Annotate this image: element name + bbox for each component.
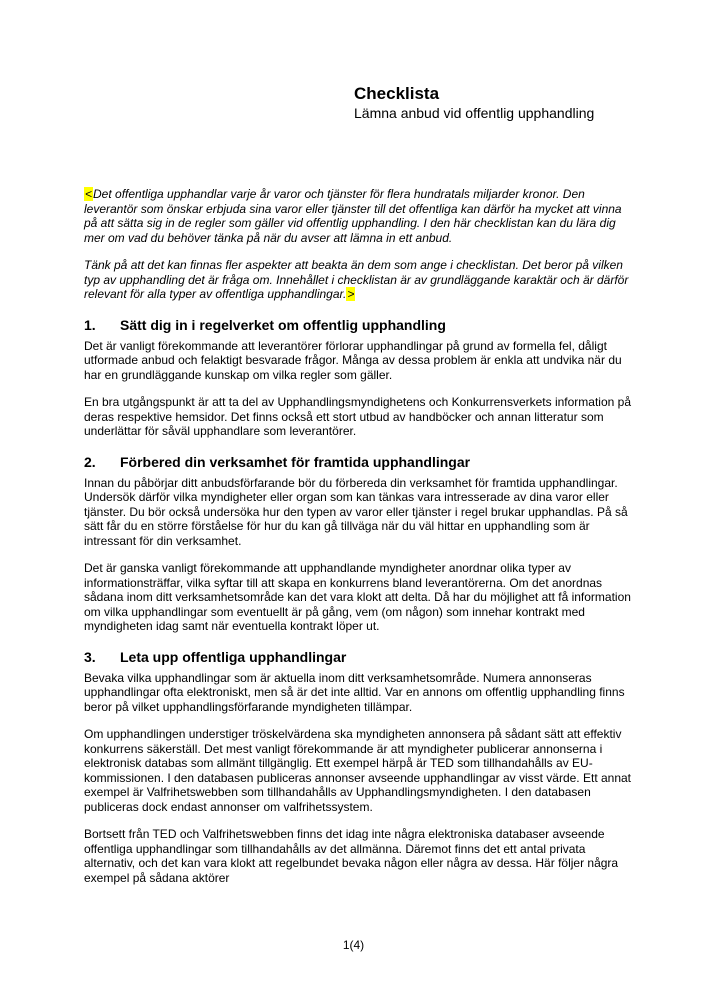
body-paragraph: En bra utgångspunkt är att ta del av Upphandlingsmyndighetens och Konkurrensverkets information på deras respektive hemsidor. Det finns också ett stort utbud av handböcker och annan litteratur som underlättar för såväl upphandlare som leverantörer. [84, 395, 631, 438]
intro-paragraph-2-text: Tänk på att det kan finnas fler aspekter att beakta än dem som ange i checklistan. Det beror på vilken typ av upphandling det är fråga om. Innehållet i checklistan är av grundläggande karaktär och är därför relevant för alla typer av offentliga upphandlingar. [84, 258, 629, 301]
intro-paragraph-2 [84, 258, 637, 302]
section-3 [84, 649, 637, 886]
section-3-number: 3. [84, 648, 96, 665]
section-1-heading [84, 317, 637, 334]
body-paragraph: Det är ganska vanligt förekommande att upphandlande myndigheter anordnar olika typer av informationsträffar, vilka syftar till att skapa en konkurrens bland leverantörerna. Om det anordnas sådana inom ditt verksamhetsområde kan det vara klokt att delta. Då har du möjlighet att få information om vilka upphandlingar som eventuellt är på gång, vem (om någon) som innehar kontrakt med myndigheten idag samt när eventuella kontrakt löper ut. [84, 561, 631, 633]
title-block [354, 84, 594, 122]
body-paragraph: Det är vanligt förekommande att leverantörer förlorar upphandlingar på grund av formella fel, dåligt utformade anbud och felaktigt besvarade frågor. Många av dessa problem är enkla att undvika när du har en grundläggande kunskap om vilka regler som gäller. [84, 338, 622, 382]
section-1-title: Sätt dig in i regelverket om offentlig upphandling [120, 316, 446, 333]
intro-paragraph-1-text: Det offentliga upphandlar varje år varor och tjänster för flera hundratals miljarder kronor. Den leverantör som önskar erbjuda sina varor eller tjänster till det offentliga kan därför ha mycket att vinna på att sätta sig in de regler som gäller vid offentlig upphandling. I den här checklistan kan du lära dig mer om vad du behöver tänka på när du avser att lämna in ett anbud. [84, 187, 622, 245]
body-paragraph: Innan du påbörjar ditt anbudsförfarande bör du förbereda din verksamhet för framtida upphandlingar. Undersök därför vilka myndigheter eller organ som kan tänkas vara intresserade av dina varor eller tjänster. Du bör också undersöka hur den typen av varor eller tjänster i regel brukar upphandlas. På så sätt får du en större förståelse för hur du kan gå tillväga när du väl hittar en upphandling som är intressant för din verksamhet. [84, 475, 628, 548]
highlight-open-bracket: < [85, 187, 93, 201]
section-3-heading [84, 649, 637, 666]
page-number: 1(4) [342, 938, 365, 952]
page-subtitle: Lämna anbud vid offentlig upphandling [354, 105, 595, 121]
body-paragraph: Bortsett från TED och Valfrihetswebben finns det idag inte några elektroniska databaser avseende offentliga upphandlingar som tillhandahålls av det allmänna. Däremot finns det ett antal privata alternativ, och det kan vara klokt att regelbundet bevaka någon eller några av dessa. Här följer några exempel på sådana aktörer [84, 827, 619, 885]
section-2 [84, 454, 637, 634]
section-3-title: Leta upp offentliga upphandlingar [120, 648, 347, 665]
section-2-number: 2. [84, 453, 96, 470]
document-body [84, 187, 637, 898]
highlight-close-bracket: > [347, 287, 355, 301]
page-title: Checklista [354, 84, 440, 103]
section-2-heading [84, 454, 637, 471]
intro-paragraph-1 [84, 187, 637, 245]
body-paragraph: Bevaka vilka upphandlingar som är aktuella inom ditt verksamhetsområde. Numera annonseras upphandlingar ofta elektroniskt, men så är det inte alltid. Var en annons om offentlig upphandling finns beror på vilket upphandlingsförfarande myndigheten tillämpar. [84, 670, 625, 714]
intro-block [84, 187, 637, 302]
section-2-title: Förbered din verksamhet för framtida upphandlingar [120, 453, 471, 470]
body-paragraph: Om upphandlingen understiger tröskelvärdena ska myndigheten annonsera på sådant sätt att effektiv konkurrens säkerställ. Det mest vanligt förekommande är att myndigheter publicerar annonserna i elektronisk databas som allmänt tillgänglig. Ett exempel härpå är TED som tillhandahålls av EU-kommissionen. I den databasen publiceras annonser avseende upphandlingar av visst värde. Ett annat exempel är Valfrihetswebben som tillhandahålls av Upphandlingsmyndigheten. I den databasen publiceras dock endast annonser om valfrihetssystem. [84, 727, 632, 814]
section-1-number: 1. [84, 316, 96, 333]
section-1 [84, 317, 637, 439]
